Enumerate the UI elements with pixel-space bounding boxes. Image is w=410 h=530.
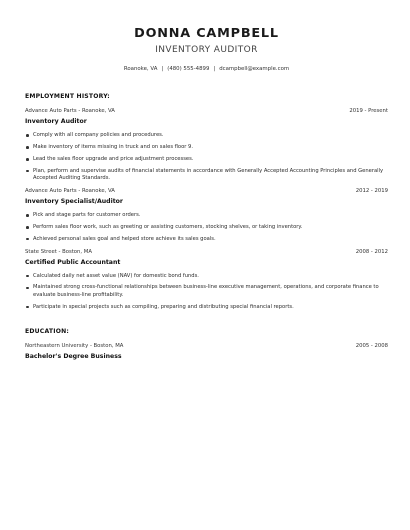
bullet-icon xyxy=(26,134,29,137)
list-item xyxy=(25,273,388,280)
job-role: Certified Public Accountant xyxy=(25,258,121,266)
bullet-icon xyxy=(26,275,29,278)
duty-text: Achieved personal sales goal and helped store achieve its sales goals. xyxy=(33,235,216,242)
job-meta xyxy=(25,187,388,195)
list-item xyxy=(25,144,388,151)
job-company: Advance Auto Parts - Roanoke, VA xyxy=(25,187,115,194)
job-dates: 2019 - Present xyxy=(349,108,388,114)
job-role: Inventory Auditor xyxy=(25,118,87,125)
list-item xyxy=(25,132,388,139)
list-item xyxy=(25,284,388,299)
candidate-name: DONNA CAMPBELL xyxy=(134,26,279,41)
job-role: Inventory Specialist/Auditor xyxy=(25,197,123,205)
job-dates: 2008 - 2012 xyxy=(355,248,388,255)
job-duties-list xyxy=(25,132,388,182)
education-meta xyxy=(25,342,388,350)
job-duties-list xyxy=(25,273,388,311)
contact-line xyxy=(25,65,388,73)
bullet-icon xyxy=(26,214,29,217)
list-item xyxy=(25,168,388,183)
education-degree: Bachelor's Degree Business xyxy=(25,352,122,360)
bullet-icon xyxy=(26,158,29,161)
education-entry xyxy=(25,342,388,361)
duty-text: Plan, perform and supervise audits of financial statements in accordance with Generally Accepted Accounting Principles and Generally Accepted Auditing Standards. xyxy=(33,167,384,181)
duty-text: Make inventory of items missing in truck and on sales floor 9. xyxy=(33,143,194,150)
bullet-icon xyxy=(26,170,29,173)
job-entry xyxy=(25,248,388,311)
list-item xyxy=(25,212,388,219)
contact-separator: | xyxy=(161,66,164,72)
job-company: State Street - Boston, MA xyxy=(25,248,92,255)
bullet-icon xyxy=(26,306,29,309)
education-dates: 2005 - 2008 xyxy=(355,342,388,349)
list-item xyxy=(25,236,388,243)
duty-text: Maintained strong cross-functional relationships between business-line executive management, operations, and corporate finance to evaluate business-line profitability. xyxy=(33,284,379,298)
job-company: Advance Auto Parts - Roanoke, VA xyxy=(25,108,115,114)
list-item xyxy=(25,304,388,311)
contact-location: Roanoke, VA xyxy=(123,66,158,72)
contact-phone: (480) 555-4899 xyxy=(167,66,210,72)
job-duties-list xyxy=(25,212,388,243)
duty-text: Perform sales floor work, such as greeting or assisting customers, stocking shelves, or taking inventory. xyxy=(33,223,303,230)
list-item xyxy=(25,224,388,231)
duty-text: Calculated daily net asset value (NAV) for domestic bond funds. xyxy=(33,272,199,279)
list-item xyxy=(25,156,388,163)
bullet-icon xyxy=(26,287,29,290)
job-entry xyxy=(25,107,388,182)
bullet-icon xyxy=(26,238,29,241)
contact-separator: | xyxy=(213,66,216,72)
bullet-icon xyxy=(26,226,29,229)
job-meta xyxy=(25,248,388,256)
employment-heading: EMPLOYMENT HISTORY: xyxy=(25,93,110,100)
duty-text: Comply with all company policies and procedures. xyxy=(33,132,164,138)
job-meta xyxy=(25,107,388,115)
education-heading: EDUCATION: xyxy=(25,327,70,335)
candidate-title: INVENTORY AUDITOR xyxy=(155,45,258,55)
education-school: Northeastern University - Boston, MA xyxy=(25,342,124,349)
contact-email[interactable]: dcampbell@example.com xyxy=(219,66,290,72)
bullet-icon xyxy=(26,146,29,149)
job-dates: 2012 - 2019 xyxy=(355,187,388,194)
duty-text: Lead the sales floor upgrade and price adjustment processes. xyxy=(33,155,194,162)
duty-text: Participate in special projects such as compiling, preparing and distributing special financial reports. xyxy=(33,303,294,310)
job-entry xyxy=(25,187,388,243)
duty-text: Pick and stage parts for customer orders. xyxy=(33,211,141,218)
